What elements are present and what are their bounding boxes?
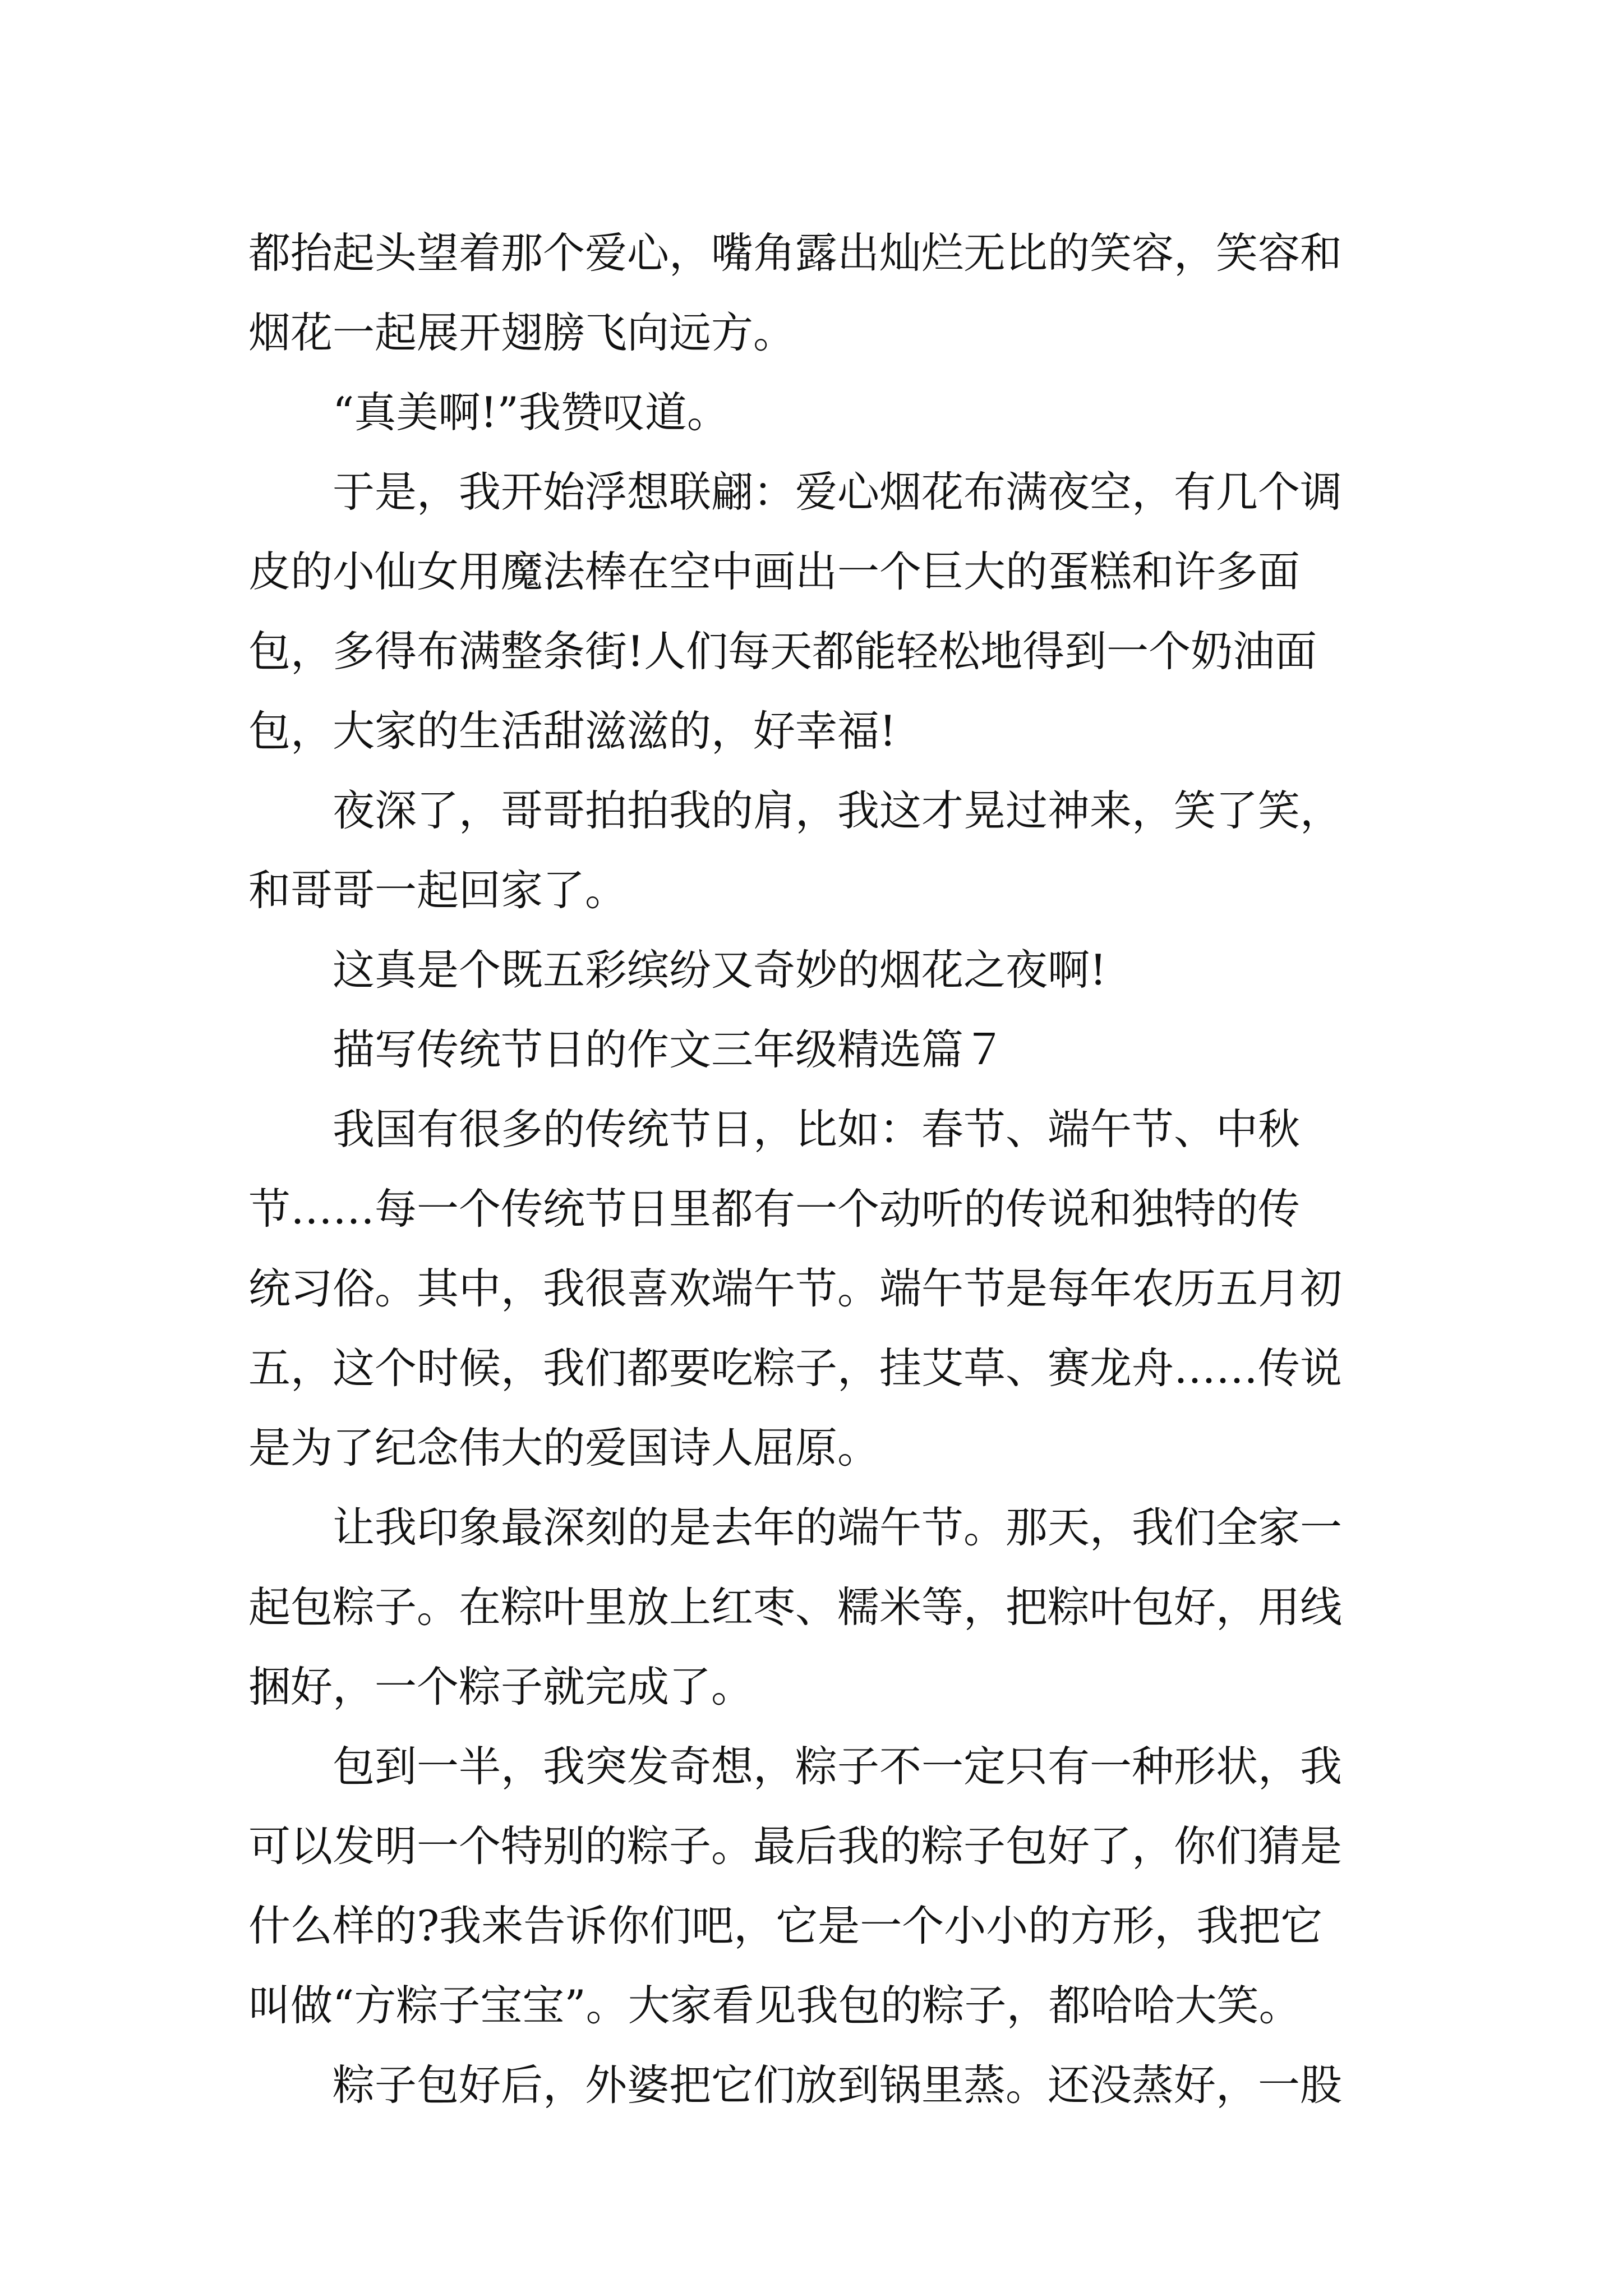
text-line: 于是，我开始浮想联翩：爱心烟花布满夜空，有几个调 [333, 467, 1343, 517]
text-line: 叫做“方粽子宝宝”。大家看见我包的粽子，都哈哈大笑。 [248, 1981, 1301, 2030]
section-heading: 描写传统节日的作文三年级精选篇７ [333, 1025, 1006, 1074]
text-line: 可以发明一个特别的粽子。最后我的粽子包好了，你们猜是 [248, 1821, 1343, 1871]
text-line: 粽子包好后，外婆把它们放到锅里蒸。还没蒸好，一股 [333, 2060, 1343, 2110]
text-line: 起包粽子。在粽叶里放上红枣、糯米等，把粽叶包好，用线 [248, 1582, 1343, 1632]
text-line: 烟花一起展开翅膀飞向远方。 [248, 308, 796, 357]
text-line: 皮的小仙女用魔法棒在空中画出一个巨大的蛋糕和许多面 [248, 547, 1301, 596]
text-line: “真美啊!”我赞叹道。 [333, 388, 729, 437]
text-line: 都抬起头望着那个爱心，嘴角露出灿烂无比的笑容，笑容和 [248, 228, 1343, 278]
text-line: 让我印象最深刻的是去年的端午节。那天，我们全家一 [333, 1503, 1343, 1552]
text-line: 是为了纪念伟大的爱国诗人屈原。 [248, 1423, 880, 1473]
text-line: 捆好，一个粽子就完成了。 [248, 1662, 754, 1711]
text-line: 什么样的?我来告诉你们吧，它是一个小小的方形，我把它 [248, 1901, 1323, 1950]
text-line: 我国有很多的传统节日，比如：春节、端午节、中秋 [333, 1105, 1301, 1154]
essay-body [248, 213, 1387, 2125]
text-line: 节……每一个传统节日里都有一个动听的传说和独特的传 [248, 1184, 1301, 1234]
text-line: 统习俗。其中，我很喜欢端午节。端午节是每年农历五月初 [248, 1264, 1343, 1313]
text-line: 包，多得布满整条街!人们每天都能轻松地得到一个奶油面 [248, 627, 1317, 676]
text-line: 包到一半，我突发奇想，粽子不一定只有一种形状，我 [333, 1742, 1343, 1791]
text-line: 和哥哥一起回家了。 [248, 866, 628, 915]
text-line: 这真是个既五彩缤纷又奇妙的烟花之夜啊! [333, 945, 1107, 995]
text-line: 夜深了，哥哥拍拍我的肩，我这才晃过神来，笑了笑， [333, 786, 1343, 835]
text-line: 包，大家的生活甜滋滋的，好幸福! [248, 706, 897, 756]
text-line: 五，这个时候，我们都要吃粽子，挂艾草、赛龙舟……传说 [248, 1343, 1343, 1393]
